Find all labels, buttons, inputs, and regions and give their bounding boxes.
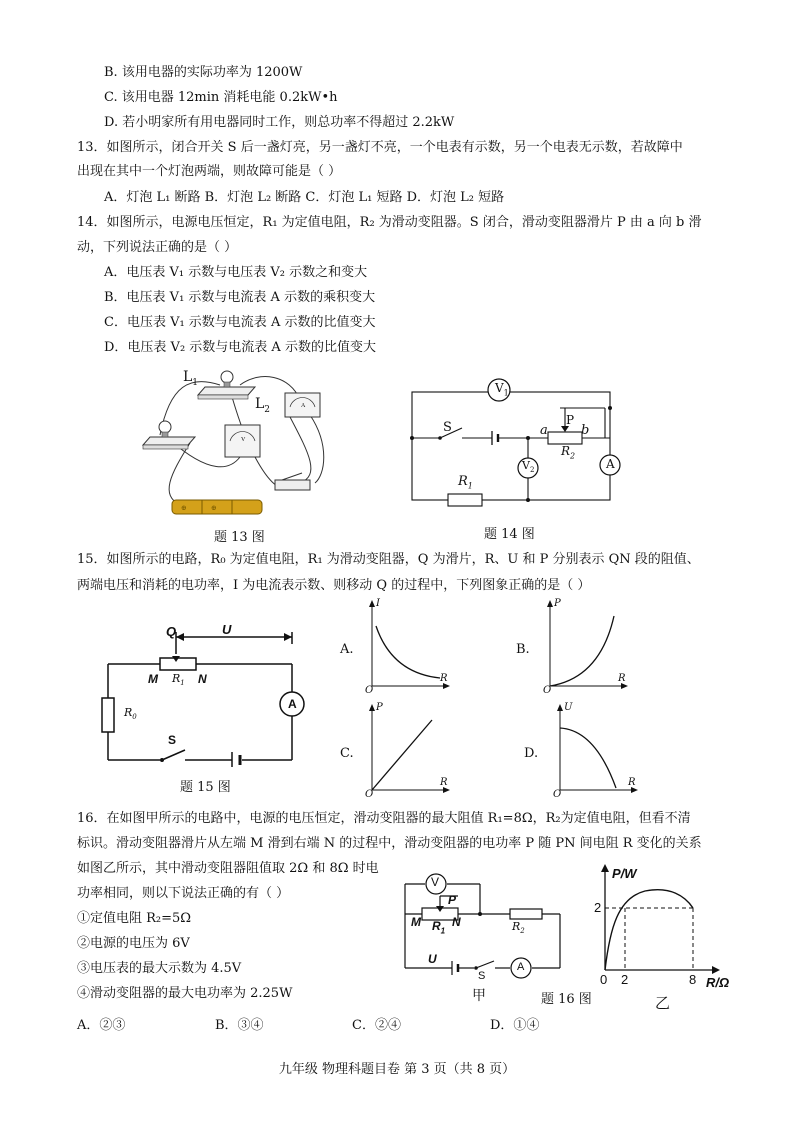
q16-statement-1: ①定值电阻 R₂=5Ω bbox=[77, 911, 192, 926]
figure-15-s-label: S bbox=[168, 733, 177, 747]
figure-14-circuit bbox=[400, 370, 630, 510]
figure-16-graph bbox=[590, 858, 730, 983]
figure-14-v2-label: $V_2$ bbox=[522, 459, 535, 475]
figure-16-v-label: V bbox=[431, 875, 440, 889]
figure-16-graph-y2-tick: 2 bbox=[594, 900, 602, 915]
figure-15-ammeter-label: A bbox=[288, 697, 297, 711]
figure-13-circuit bbox=[130, 365, 345, 515]
figure-16-s-label: S bbox=[478, 970, 486, 982]
q16-stem-line4: 功率相同，则以下说法正确的有（ ） bbox=[77, 886, 290, 901]
q13-stem-line1: 13．如图所示，闭合开关 S 后一盏灯亮，另一盏灯不亮，一个电表有示数，另一个电表无示数，若故障中 bbox=[77, 140, 683, 155]
graph-b-origin: O bbox=[543, 685, 552, 696]
graph-a-origin: O bbox=[365, 685, 374, 696]
graph-b-y-label: P bbox=[554, 598, 561, 609]
q14-option-b: B．电压表 V₁ 示数与电流表 A 示数的乘积变大 bbox=[104, 290, 376, 305]
svg-text:V: V bbox=[241, 437, 246, 443]
figure-13-label-l1: $L_1$ bbox=[183, 369, 199, 388]
q16-stem-line3: 如图乙所示，其中滑动变阻器阻值取 2Ω 和 8Ω 时电 bbox=[77, 861, 379, 876]
page-footer: 九年级 物理科题目卷 第 3 页（共 8 页） bbox=[278, 1062, 516, 1077]
figure-16-p-label: P bbox=[448, 893, 457, 907]
figure-16-circuit bbox=[400, 866, 570, 984]
figure-16-m-label: M bbox=[411, 915, 421, 929]
figure-13-caption: 题 13 图 bbox=[214, 530, 265, 545]
q14-option-d: D．电压表 V₂ 示数与电流表 A 示数的比值变大 bbox=[104, 340, 376, 355]
q16-option-b: B．③④ bbox=[215, 1018, 264, 1033]
graph-d-y-label: U bbox=[564, 702, 573, 713]
graph-b bbox=[540, 598, 630, 698]
graph-c-option: C. bbox=[340, 746, 354, 761]
svg-text:⊕: ⊕ bbox=[181, 504, 187, 512]
q15-stem-line2: 两端电压和消耗的电功率，I 为电流表示数、则移动 Q 的过程中，下列图象正确的是（ ） bbox=[77, 578, 591, 593]
graph-a-x-label: R bbox=[440, 673, 448, 684]
figure-16-graph-x2-tick: 2 bbox=[621, 972, 629, 987]
figure-15-caption: 题 15 图 bbox=[180, 780, 231, 795]
figure-16-r2-label: $R_2$ bbox=[512, 920, 525, 936]
figure-16-yi-label: 乙 bbox=[655, 994, 671, 1012]
q14-stem-line2: 动，下列说法正确的是（ ） bbox=[77, 240, 238, 255]
q16-statement-2: ②电源的电压为 6V bbox=[77, 936, 190, 951]
q12-option-d: D. 若小明家所有用电器同时工作，则总功率不得超过 2.2kW bbox=[104, 115, 455, 130]
graph-b-x-label: R bbox=[618, 673, 626, 684]
figure-16-jia-label: 甲 bbox=[472, 988, 486, 1004]
figure-16-graph-origin: 0 bbox=[600, 972, 608, 987]
graph-d-x-label: R bbox=[628, 777, 636, 788]
figure-15-q-label: Q bbox=[166, 624, 177, 639]
figure-16-caption: 题 16 图 bbox=[541, 992, 592, 1007]
figure-14-p-label: P bbox=[566, 413, 575, 427]
graph-b-option: B. bbox=[516, 642, 530, 657]
graph-d bbox=[550, 702, 640, 802]
graph-c bbox=[362, 702, 452, 802]
graph-d-option: D. bbox=[524, 746, 539, 761]
graph-a-y-label: I bbox=[376, 598, 380, 609]
figure-14-ammeter-label: A bbox=[606, 457, 615, 471]
figure-15-circuit bbox=[100, 622, 310, 767]
q16-statement-4: ④滑动变阻器的最大电功率为 2.25W bbox=[77, 986, 293, 1001]
q12-option-c: C. 该用电器 12min 消耗电能 0.2kW•h bbox=[104, 90, 338, 105]
svg-text:A: A bbox=[301, 403, 306, 409]
figure-16-ammeter-label: A bbox=[517, 961, 525, 973]
q16-statement-3: ③电压表的最大示数为 4.5V bbox=[77, 961, 242, 976]
q15-stem-line1: 15．如图所示的电路，R₀ 为定值电阻，R₁ 为滑动变阻器，Q 为滑片，R、U 和 P 分别表示 QN 段的阻值、 bbox=[77, 552, 700, 567]
graph-c-y-label: P bbox=[376, 702, 383, 713]
figure-15-n-label: N bbox=[198, 672, 207, 686]
q13-options: A．灯泡 L₁ 断路 B．灯泡 L₂ 断路 C．灯泡 L₁ 短路 D．灯泡 L₂ 短路 bbox=[104, 190, 505, 205]
figure-14-s-label: S bbox=[443, 420, 452, 435]
figure-14-r1-label: $R_1$ bbox=[458, 474, 473, 491]
q16-option-d: D．①④ bbox=[490, 1018, 540, 1033]
svg-text:⊕: ⊕ bbox=[211, 504, 217, 512]
figure-16-n-label: N bbox=[452, 915, 461, 929]
figure-16-r1-label: $R_1$ bbox=[432, 919, 446, 936]
q14-stem-line1: 14．如图所示，电源电压恒定，R₁ 为定值电阻，R₂ 为滑动变阻器。S 闭合，滑动变阻器滑片 P 由 a 向 b 滑 bbox=[77, 215, 702, 230]
figure-14-v1-label: $V_1$ bbox=[495, 381, 509, 398]
figure-16-graph-x-label: R/Ω bbox=[706, 975, 730, 990]
q13-stem-line2: 出现在其中一个灯泡两端，则故障可能是（ ） bbox=[77, 164, 342, 179]
figure-16-graph-y-label: P/W bbox=[612, 866, 637, 881]
q14-option-c: C．电压表 V₁ 示数与电流表 A 示数的比值变大 bbox=[104, 315, 376, 330]
figure-14-r2-label: $R_2$ bbox=[561, 444, 576, 461]
q16-option-a: A．②③ bbox=[77, 1018, 126, 1033]
graph-d-origin: O bbox=[553, 789, 562, 800]
figure-14-caption: 题 14 图 bbox=[484, 527, 535, 542]
figure-15-r1-label: $R_1$ bbox=[172, 672, 185, 688]
q16-stem-line2: 标识。滑动变阻器滑片从左端 M 滑到右端 N 的过程中，滑动变阻器的电功率 P 随 PN 间电阻 R 变化的关系 bbox=[77, 836, 702, 851]
q12-option-b: B. 该用电器的实际功率为 1200W bbox=[104, 65, 303, 80]
figure-15-u-label: U bbox=[222, 622, 232, 637]
graph-a-option: A. bbox=[340, 642, 354, 657]
q16-option-c: C．②④ bbox=[352, 1018, 401, 1033]
graph-a bbox=[362, 598, 452, 698]
figure-16-graph-x8-tick: 8 bbox=[689, 972, 697, 987]
q16-stem-line1: 16．在如图甲所示的电路中，电源的电压恒定，滑动变阻器的最大阻值 R₁=8Ω，R₂为定值电阻，但看不清 bbox=[77, 811, 691, 826]
graph-c-origin: O bbox=[365, 789, 374, 800]
graph-c-x-label: R bbox=[440, 777, 448, 788]
figure-14-b-label: b bbox=[581, 423, 590, 438]
figure-15-m-label: M bbox=[148, 672, 158, 686]
figure-14-a-label: a bbox=[540, 423, 548, 438]
q14-option-a: A．电压表 V₁ 示数与电压表 V₂ 示数之和变大 bbox=[104, 265, 368, 280]
figure-15-r0-label: $R_0$ bbox=[124, 706, 137, 722]
figure-13-label-l2: $L_2$ bbox=[255, 396, 271, 415]
figure-16-u-label: U bbox=[428, 952, 437, 966]
